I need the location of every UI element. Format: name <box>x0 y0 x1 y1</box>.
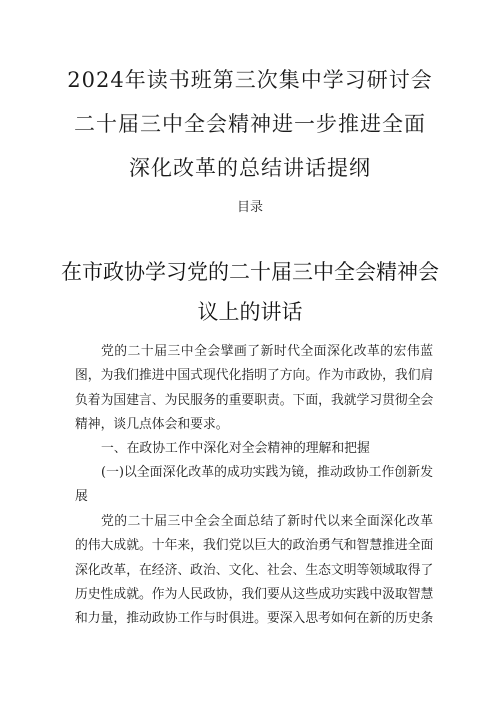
speech-title <box>60 252 440 332</box>
document-title-line-1: 2024年读书班第三次集中学习研讨会 <box>67 68 433 92</box>
document-title-line-2: 二十届三中全会精神进一步推进全面 <box>74 112 426 136</box>
section-heading-1 <box>75 437 433 461</box>
paragraph-line: 图，为我们推进中国式现代化指明了方向。作为市政协，我们肩 <box>75 368 434 384</box>
section-heading-text: 一、在政协工作中深化对全会精神的理解和把握 <box>101 441 370 456</box>
table-of-contents-label: 目录 <box>236 200 263 215</box>
subsection-heading-line: 展 <box>75 489 88 505</box>
paragraph-line: 党的二十届三中全会全面总结了新时代以来全面深化改革 <box>101 514 433 529</box>
subsection-heading-1 <box>75 461 433 510</box>
document-title-line-3: 深化改革的总结讲话提纲 <box>129 156 371 180</box>
paragraph-line: 历史性成就。作为人民政协，我们要从这些成功实践中汲取智慧 <box>75 586 434 602</box>
paragraph-line: 的伟大成就。十年来，我们党以巨大的政治勇气和智慧推进全面 <box>75 538 434 554</box>
paragraph-line: 负着为国建言、为民服务的重要职责。下面，我就学习贯彻全会 <box>75 392 434 408</box>
body-paragraph <box>75 510 433 631</box>
paragraph-line: 党的二十届三中全会擘画了新时代全面深化改革的宏伟蓝 <box>101 344 433 359</box>
speech-title-line-1: 在市政协学习党的二十届三中全会精神会 <box>61 260 439 284</box>
speech-title-line-2: 议上的讲话 <box>197 300 303 324</box>
paragraph-line: 精神，谈几点体会和要求。 <box>75 416 229 432</box>
paragraph-line: 和力量，推动政协工作与时俱进。要深入思考如何在新的历史条 <box>75 611 434 627</box>
intro-paragraph <box>75 340 433 437</box>
paragraph-line: 深化改革，在经济、政治、文化、社会、生态文明等领域取得了 <box>75 562 434 578</box>
subsection-heading-line: (一)以全面深化改革的成功实践为镜，推动政协工作创新发 <box>101 465 433 480</box>
document-title <box>60 58 440 190</box>
